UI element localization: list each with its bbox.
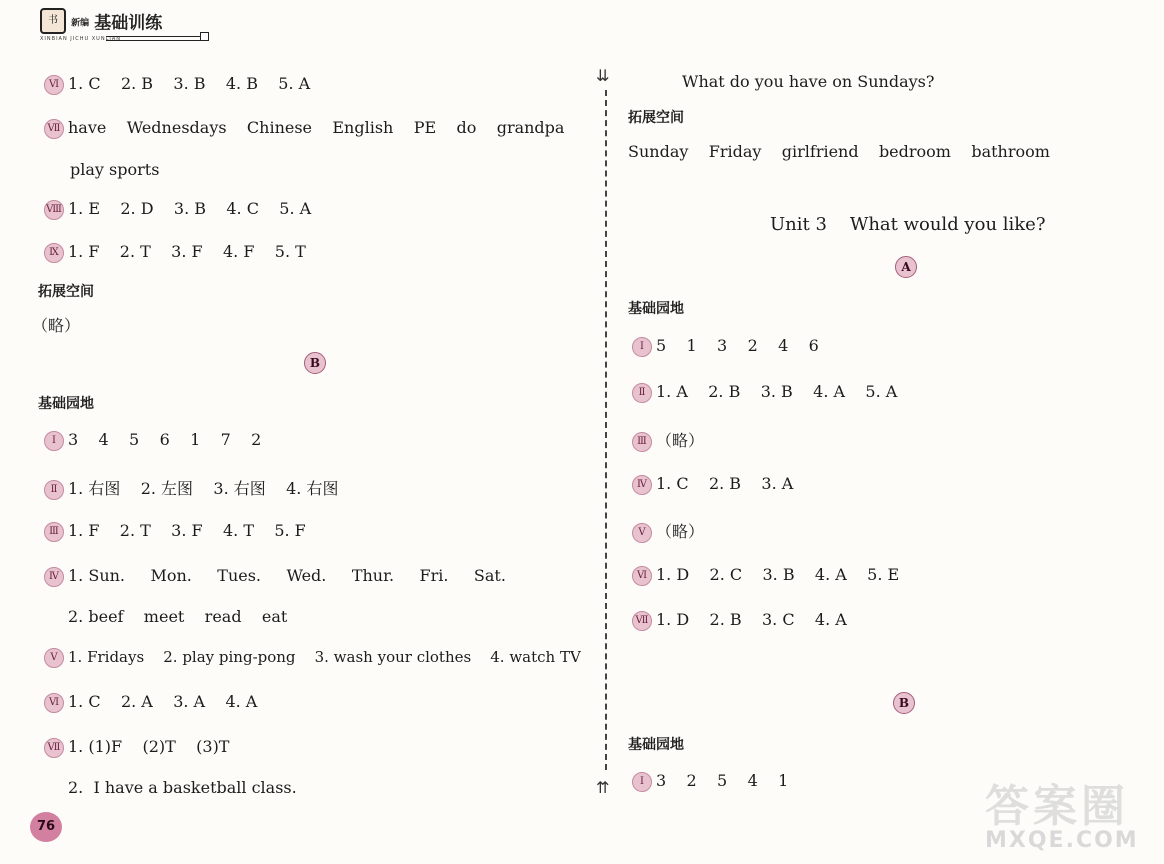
answer-text: 1. E 2. D 3. B 4. C 5. A xyxy=(68,199,312,218)
answer-text: play sports xyxy=(70,160,160,179)
page-number: 76 xyxy=(30,812,62,842)
answer-text: 1. Sun. Mon. Tues. Wed. Thur. Fri. Sat. xyxy=(68,566,506,585)
answer-row xyxy=(68,607,287,626)
roman-badge: Ⅱ xyxy=(632,383,652,403)
header-rule xyxy=(106,36,208,41)
answer-text: 1. C 2. B 3. B 4. B 5. A xyxy=(68,74,311,93)
answer-row xyxy=(632,474,793,495)
roman-badge: Ⅰ xyxy=(632,337,652,357)
answer-text: have Wednesdays Chinese English PE do grandpa xyxy=(68,118,565,137)
roman-badge: Ⅳ xyxy=(632,475,652,495)
answer-row xyxy=(632,565,899,586)
column-divider xyxy=(605,90,607,770)
answer-row xyxy=(44,647,581,668)
answer-row xyxy=(68,778,297,797)
logo-tag: 新编 xyxy=(71,18,90,29)
answer-text: 3 2 5 4 1 xyxy=(656,771,789,790)
roman-badge: Ⅰ xyxy=(632,772,652,792)
roman-badge: Ⅶ xyxy=(44,119,64,139)
answer-text: 3 4 5 6 1 7 2 xyxy=(68,430,262,449)
answer-row xyxy=(44,118,564,139)
answer-row xyxy=(44,476,338,500)
extend-words: Sunday Friday girlfriend bedroom bathroom xyxy=(628,142,1050,161)
roman-badge: Ⅶ xyxy=(44,738,64,758)
answer-text: 1. A 2. B 3. B 4. A 5. A xyxy=(656,382,898,401)
section-b-badge: B xyxy=(304,352,326,374)
roman-badge: Ⅵ xyxy=(44,75,64,95)
answer-text: 1. 右图 2. 左图 3. 右图 4. 右图 xyxy=(68,479,339,498)
section-b-badge: B xyxy=(893,692,915,714)
extend-heading: 拓展空间 xyxy=(628,110,684,126)
answer-text: 2. I have a basketball class. xyxy=(68,778,297,797)
answer-text: 1. D 2. B 3. C 4. A xyxy=(656,610,847,629)
basic-heading: 基础园地 xyxy=(628,301,684,317)
section-a-badge: A xyxy=(895,256,917,278)
roman-badge: Ⅵ xyxy=(44,693,64,713)
divider-arrow-top-icon: ⇊ xyxy=(596,66,610,85)
answer-text: 1. Fridays 2. play ping-pong 3. wash your clothes 4. watch TV xyxy=(68,648,581,666)
roman-badge: Ⅴ xyxy=(44,648,64,668)
watermark-url: MXQE.COM xyxy=(985,828,1139,853)
book-title: 基础训练 xyxy=(94,13,163,34)
header-square xyxy=(200,32,209,41)
roman-badge: Ⅶ xyxy=(632,611,652,631)
answer-row xyxy=(632,428,704,452)
roman-badge: Ⅲ xyxy=(632,432,652,452)
answer-text: 1. C 2. B 3. A xyxy=(656,474,794,493)
watermark xyxy=(985,770,1139,853)
watermark-text: 答案圈 xyxy=(985,781,1129,832)
answer-row xyxy=(44,430,261,451)
answer-row xyxy=(632,382,897,403)
answer-text: （略） xyxy=(656,431,705,450)
roman-badge: Ⅵ xyxy=(632,566,652,586)
answer-row xyxy=(44,199,311,220)
answer-text: 1. F 2. T 3. F 4. F 5. T xyxy=(68,242,306,261)
extend-text: （略） xyxy=(32,316,81,335)
answer-text: 1. F 2. T 3. F 4. T 5. F xyxy=(68,521,306,540)
answer-text: 5 1 3 2 4 6 xyxy=(656,336,819,355)
answer-text: 1. D 2. C 3. B 4. A 5. E xyxy=(656,565,900,584)
roman-badge: Ⅳ xyxy=(44,567,64,587)
divider-arrow-bottom-icon: ⇈ xyxy=(596,778,610,797)
book-logo xyxy=(40,8,163,42)
answer-text: （略） xyxy=(656,522,705,541)
unit-title: Unit 3 What would you like? xyxy=(770,214,1046,235)
roman-badge: Ⅸ xyxy=(44,243,64,263)
answer-row xyxy=(44,566,506,587)
answer-row xyxy=(44,521,306,542)
roman-badge: Ⅷ xyxy=(44,200,64,220)
logo-mark-icon: 书 xyxy=(40,8,66,34)
answer-row xyxy=(44,692,257,713)
roman-badge: Ⅰ xyxy=(44,431,64,451)
basic-heading: 基础园地 xyxy=(38,396,94,412)
answer-row xyxy=(44,737,229,758)
book-subtitle: XINBIAN JICHU XUNLIAN xyxy=(40,36,121,42)
roman-badge: Ⅲ xyxy=(44,522,64,542)
answer-text: 1. (1)F (2)T (3)T xyxy=(68,737,230,756)
extend-heading: 拓展空间 xyxy=(38,284,94,300)
answer-row xyxy=(44,74,310,95)
answer-text: 1. C 2. A 3. A 4. A xyxy=(68,692,258,711)
answer-row xyxy=(44,242,306,263)
answer-row xyxy=(632,771,788,792)
answer-row xyxy=(632,519,704,543)
roman-badge: Ⅴ xyxy=(632,523,652,543)
answer-row xyxy=(632,610,847,631)
basic-heading: 基础园地 xyxy=(628,737,684,753)
roman-badge: Ⅱ xyxy=(44,480,64,500)
answer-text: 2. beef meet read eat xyxy=(68,607,288,626)
answer-row xyxy=(70,160,159,179)
answer-row: What do you have on Sundays? xyxy=(682,72,935,91)
answer-row xyxy=(632,336,819,357)
